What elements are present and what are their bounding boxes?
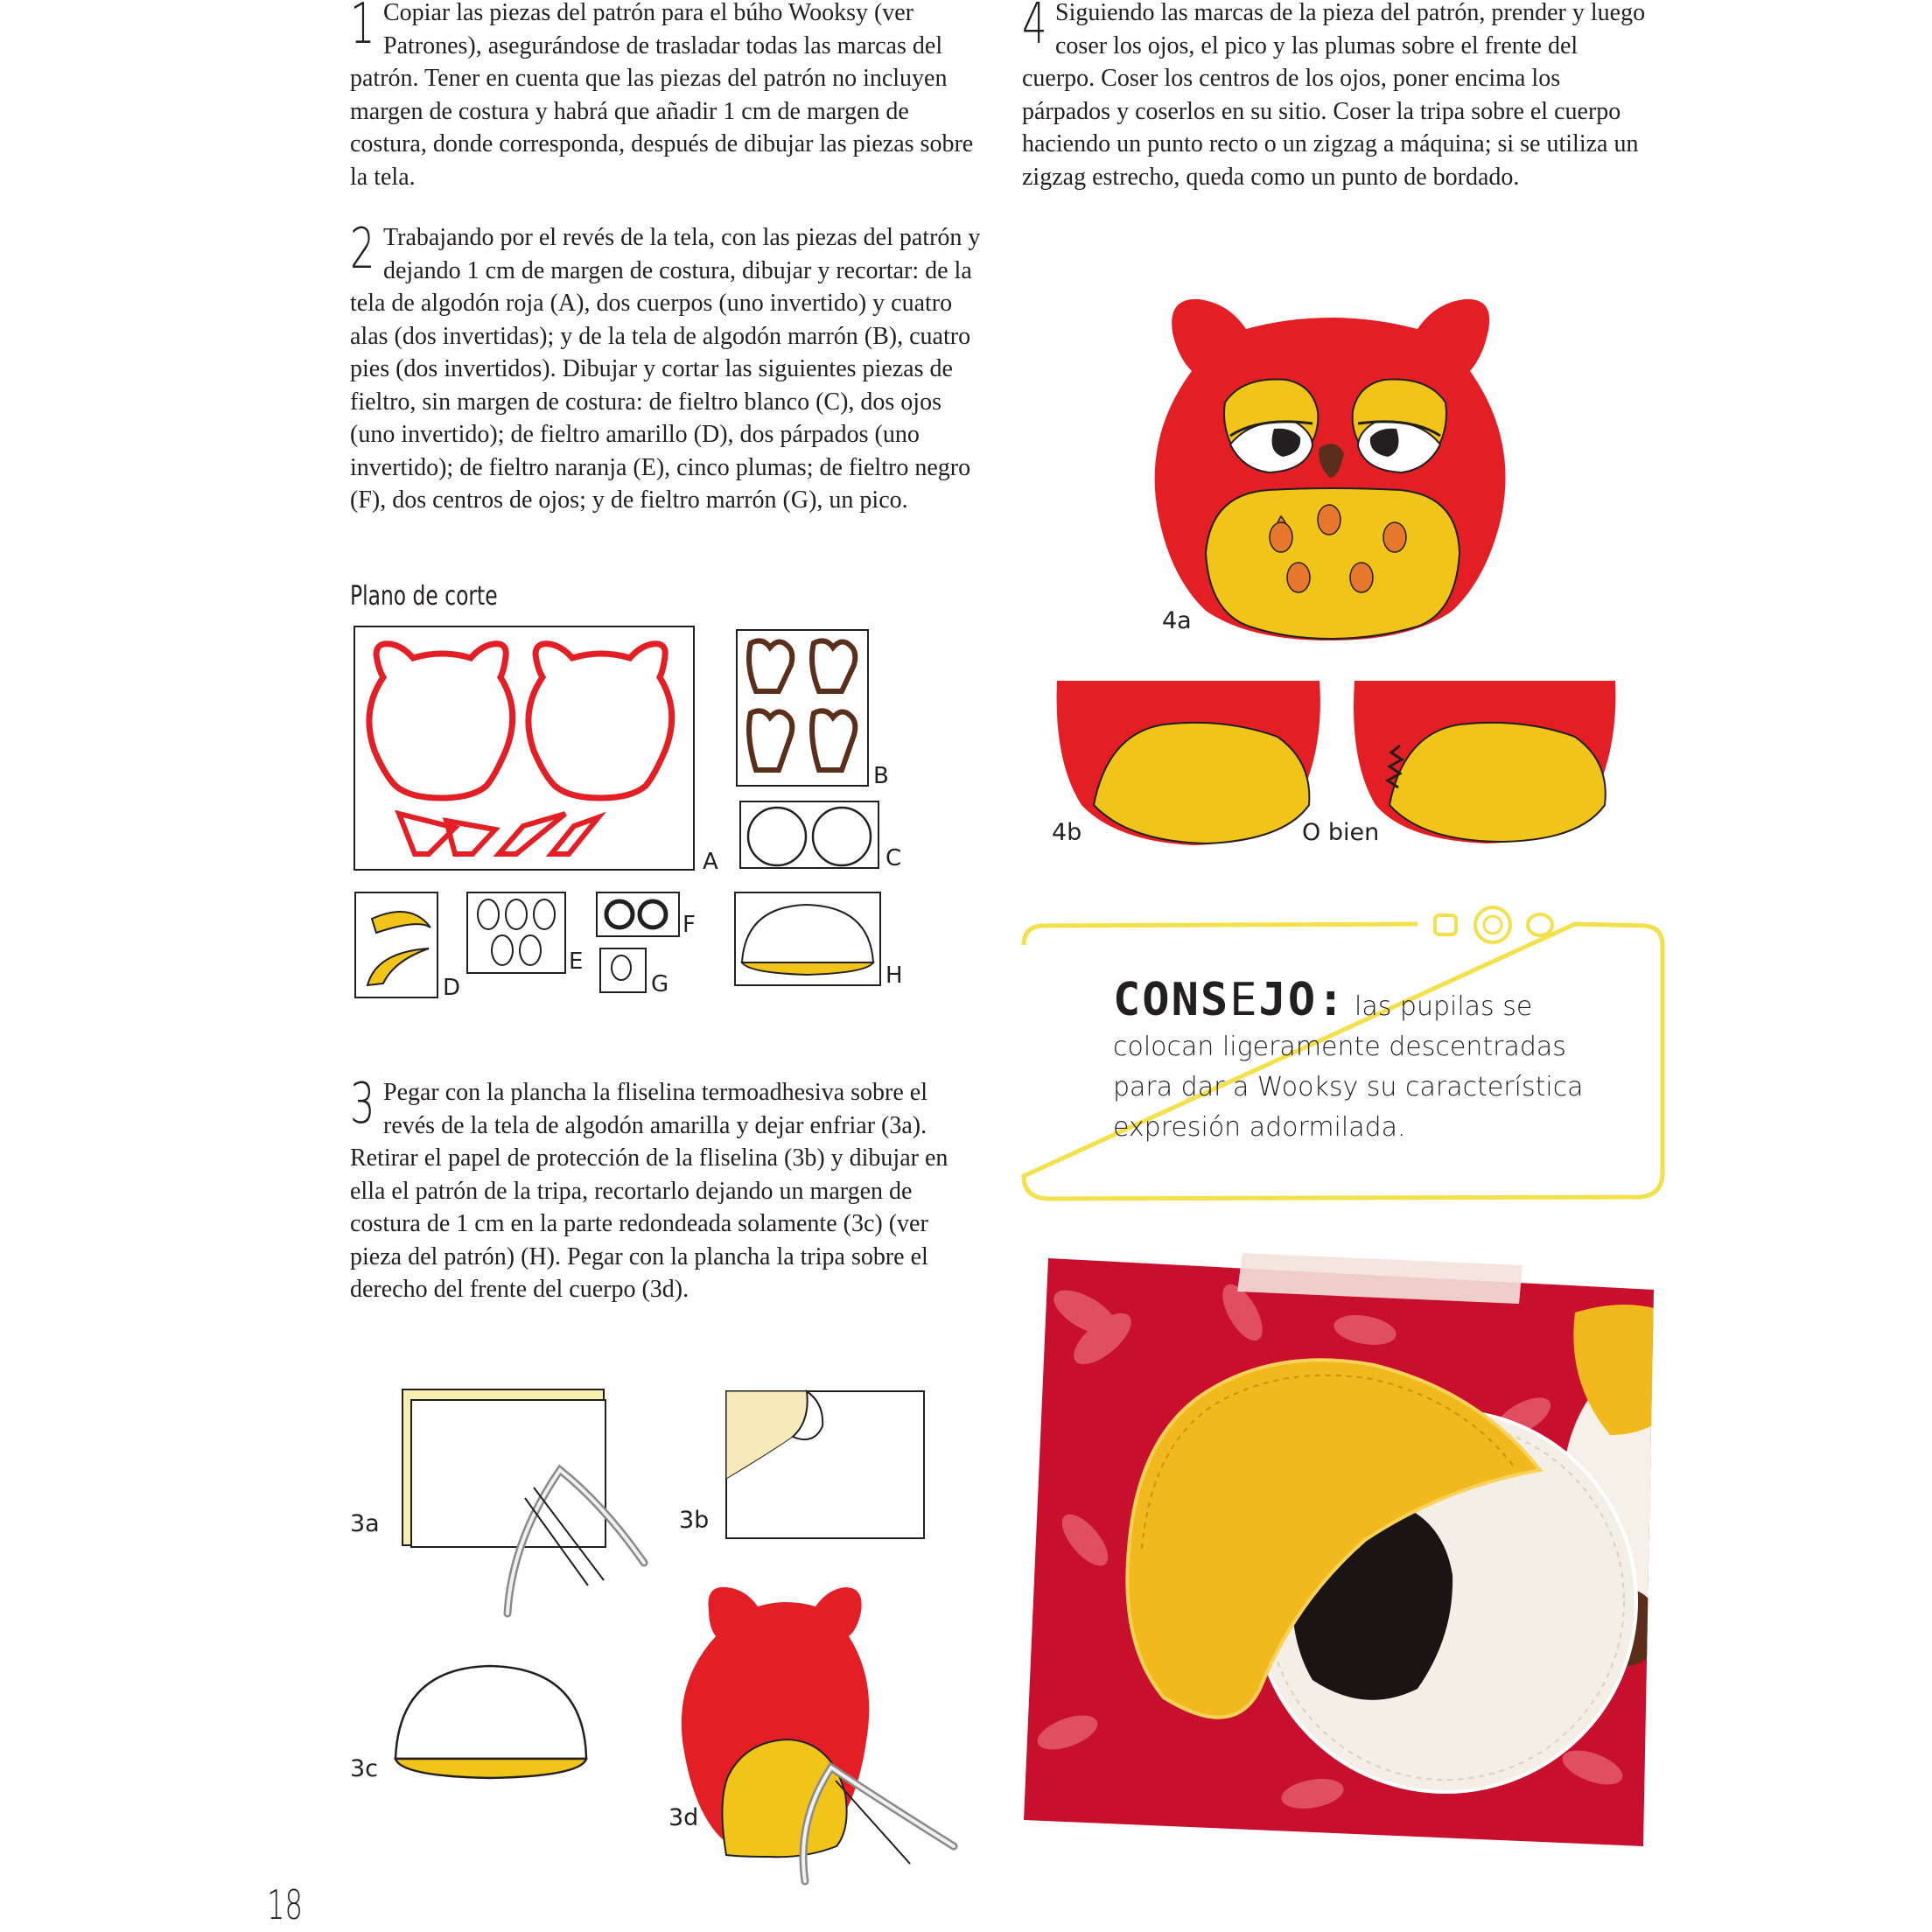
step-1-text: Copiar las piezas del patrón para el búho Wooksy (ver Patrones), asegurándose de trasladar todas las marcas del patrón. Tener en cuenta que las piezas del patrón no incluyen margen de costura y habrá que añadir 1 cm de margen de costura, donde corresponda, después de dibujar las piezas sobre la tela. [350, 0, 974, 191]
figure-3d-label: 3d [668, 1804, 699, 1831]
label-e: E [569, 948, 584, 975]
label-h: H [886, 962, 903, 989]
figure-3a-label: 3a [350, 1510, 380, 1537]
step-2-number: 2 [350, 217, 375, 282]
figure-3c-label: 3c [350, 1755, 379, 1782]
figure-or-label: O bien [1302, 819, 1380, 846]
step-4-text: Siguiendo las marcas de la pieza del patrón, prender y luego coser los ojos, el pico y las plumas sobre el frente del cuerpo. Coser los centros de los ojos, poner encima los párpados y coserlos en su sitio. Coser la tripa sobre el cuerpo haciendo un punto recto o un zigzag a máquina; si se utiliza un zigzag estrecho, queda como un punto de bordado. [1022, 0, 1646, 191]
cutting-plan-title: Plano de corte [350, 581, 498, 612]
step-2-text: Trabajando por el revés de la tela, con las piezas del patrón y dejando 1 cm de margen de costura, dibujar y recortar: de la tela de algodón roja (A), dos cuerpos (uno invertido) y cuatro alas (dos invertidas); y de la tela de algodón marrón (B), cuatro pies (dos invertidos). Dibujar y cortar las siguientes piezas de fieltro, sin margen de costura: de fieltro blanco (C), dos ojos (uno invertido); de fieltro amarillo (D), dos párpados (uno invertido); de fieltro naranja (E), cinco plumas; de fieltro negro (F), dos centros de ojos; y de fieltro marrón (G), un pico. [350, 224, 981, 514]
label-g: G [651, 971, 669, 998]
tip-heading: CONSEJO: [1113, 974, 1347, 1026]
label-c: C [886, 845, 902, 872]
label-f: F [682, 912, 696, 938]
label-b: B [873, 763, 889, 789]
label-d: D [443, 975, 461, 1001]
step-1-number: 1 [350, 0, 375, 57]
figure-4a-label: 4a [1162, 607, 1192, 634]
figure-3b-label: 3b [679, 1507, 710, 1534]
figure-4b-label: 4b [1052, 819, 1082, 846]
tip-text: las pupilas se colocan ligeramente descentradas para dar a Wooksy su característica expresión adormilada. [1113, 991, 1584, 1143]
step-3-number: 3 [350, 1072, 375, 1137]
page-number: 18 [267, 1881, 303, 1928]
step-4-number: 4 [1022, 0, 1047, 57]
step-3-text: Pegar con la plancha la fliselina termoadhesiva sobre el revés de la tela de algodón amarilla y dejar enfriar (3a). Retirar el papel de protección de la fliselina (3b) y dibujar en ella el patrón de la tripa, recortarlo dejando un margen de costura de 1 cm en la parte redondeada solamente (3c) (ver pieza del patrón) (H). Pegar con la plancha la tripa sobre el derecho del frente del cuerpo (3d). [350, 1079, 948, 1303]
label-a: A [703, 849, 718, 875]
